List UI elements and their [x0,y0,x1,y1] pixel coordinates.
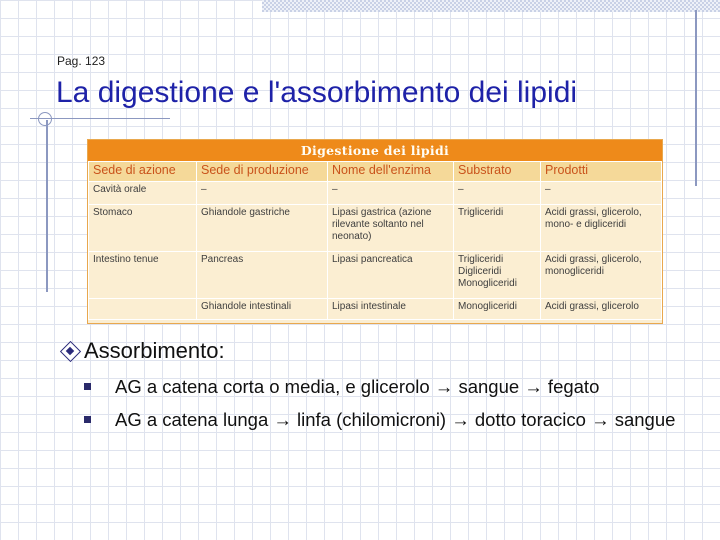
diamond-bullet-icon [60,341,80,361]
table-cell: Lipasi pancreatica [328,252,454,299]
absorption-heading-text: Assorbimento: [84,338,225,363]
table-cell: Cavità orale [89,182,197,205]
table-row [89,182,662,205]
table-cell: Lipasi gastrica (azione rilevante soltanto nel neonato) [328,205,454,252]
table-cell: Stomaco [89,205,197,252]
column-header: Sede di azione [89,162,197,182]
table-grid [88,161,662,320]
page-label: Pag. 123 [57,54,106,68]
table-cell: – [454,182,541,205]
decorative-line-right [695,10,697,186]
table-cell: Monogliceridi [454,299,541,320]
slide-title: La digestione e l'assorbimento dei lipidi [56,76,578,109]
decorative-line-left [46,120,48,292]
table-row [89,299,662,320]
absorption-list [84,373,684,439]
table-cell: Trigliceridi [454,205,541,252]
table-cell: Acidi grassi, glicerolo, mono- e digliceridi [541,205,662,252]
table-cell: Acidi grassi, glicerolo [541,299,662,320]
table-cell: Ghiandole intestinali [197,299,328,320]
table-cell: Acidi grassi, glicerolo, monogliceridi [541,252,662,299]
table-title: Digestione dei lipidi [88,140,662,161]
digestion-table [87,139,663,324]
decorative-circle-icon [38,112,52,126]
table-cell: Lipasi intestinale [328,299,454,320]
list-item-text: AG a catena corta o media, e glicerolo → sangue → fegato [115,376,600,397]
column-header: Nome dell'enzima [328,162,454,182]
table-cell: Intestino tenue [89,252,197,299]
table-cell: Ghiandole gastriche [197,205,328,252]
table-cell: – [328,182,454,205]
table-row [89,252,662,299]
table-cell: Trigliceridi Digliceridi Monogliceridi [454,252,541,299]
table-cell: Pancreas [197,252,328,299]
square-bullet-icon [84,383,91,390]
decorative-top-band [262,0,720,12]
square-bullet-icon [84,416,91,423]
column-header: Substrato [454,162,541,182]
table-row [89,205,662,252]
table-header-row [89,162,662,182]
table-cell [89,299,197,320]
list-item [84,373,684,400]
absorption-heading [60,338,225,364]
list-item-text: AG a catena lunga → linfa (chilomicroni) → dotto toracico → sangue [115,409,676,430]
column-header: Prodotti [541,162,662,182]
table-cell: – [541,182,662,205]
list-item [84,406,684,433]
column-header: Sede di produzione [197,162,328,182]
table-cell: – [197,182,328,205]
